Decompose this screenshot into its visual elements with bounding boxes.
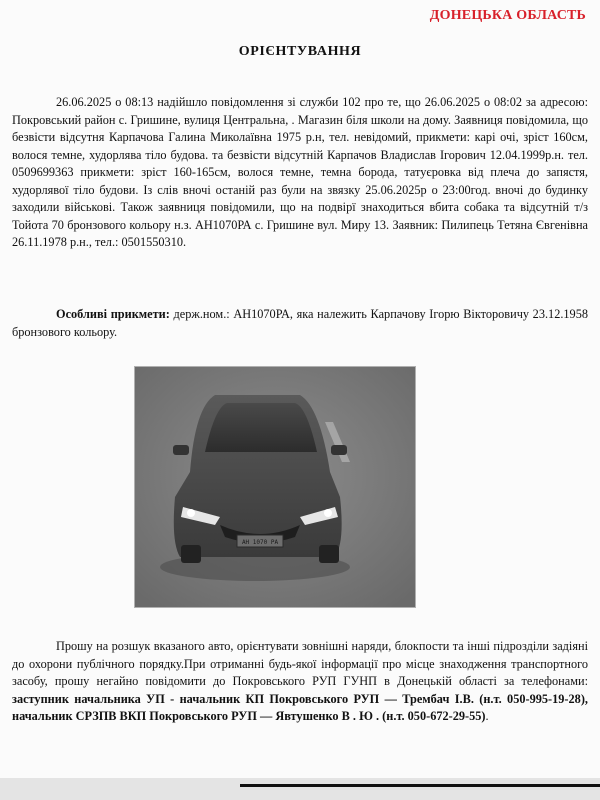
region-heading: ДОНЕЦЬКА ОБЛАСТЬ [429, 8, 586, 23]
contacts-text: заступник начальника УП - начальник КП Покровського РУП — Трембач І.В. (н.т. 050-995-19-28), начальник СРЗПВ ВКП Покровського РУП — Явтушенко В . Ю . (н.т. 050-672-29-55) [12, 691, 588, 723]
request-text: Прошу на розшук вказаного авто, орієнтувати зовнішні наряди, блокпости та інші підрозділи задіяні до охорони публічного порядку.При отриманні будь-якої інформації про місце знаходження транспортного засобу, прошу негайно повідомити до Покровського РУП ГУНП в Донецькій області за телефонами: [12, 639, 588, 688]
license-plate: АН 1070 РА [241, 539, 279, 546]
request-paragraph [12, 638, 588, 726]
special-signs-paragraph [12, 306, 588, 341]
signature-line [240, 784, 600, 787]
page-footer-band [0, 778, 600, 800]
car-image [135, 367, 415, 607]
special-signs-text: держ.ном.: АН1070РА, яка належить Карпачову Ігорю Вікторовичу 23.12.1958 бронзового кольору. [12, 307, 589, 339]
document-title: ОРІЄНТУВАННЯ [238, 44, 362, 59]
report-paragraph: 26.06.2025 о 08:13 надійшло повідомлення зі служби 102 про те, що 26.06.2025 о 08:02 за адресою: Покровський район с. Гришине, вулиця Центральна, . Магазин біля школи на дому. Заявниця повідомила, що безвісти відсутня Карпачова Галина Миколаївна 1975 р.н, тел. невідомий, прикмети: карі очі, зріст 160см, волося темне, худорлява тіло будова. та безвісти відсутній Карпачов Владислав Ігорович 12.04.1999р.н. тел. 0509699363 прикмети: зріст 160-165см, волося темне, темна борода, татуєровка від плеча до запястя, худорлявої тіло будови. Із слів вночі останій раз були на звязку 25.06.2025р о 23:00год. вночі до будинку заходили військові. Також заявниця повідомили, що на подвірї знаходиться вбита собака та відсутній т/з Тойота 70 бронзового кольору н.з. АН1070РА с. Гришине вул. Миру 13. Заявник: Пилипець Тетяна Євгенівна 26.11.1978 р.н., тел.: 0501550310. [12, 95, 588, 249]
request-end: . [485, 709, 489, 723]
special-signs-label: Особливі прикмети: [56, 307, 170, 321]
car-photo [134, 366, 416, 608]
